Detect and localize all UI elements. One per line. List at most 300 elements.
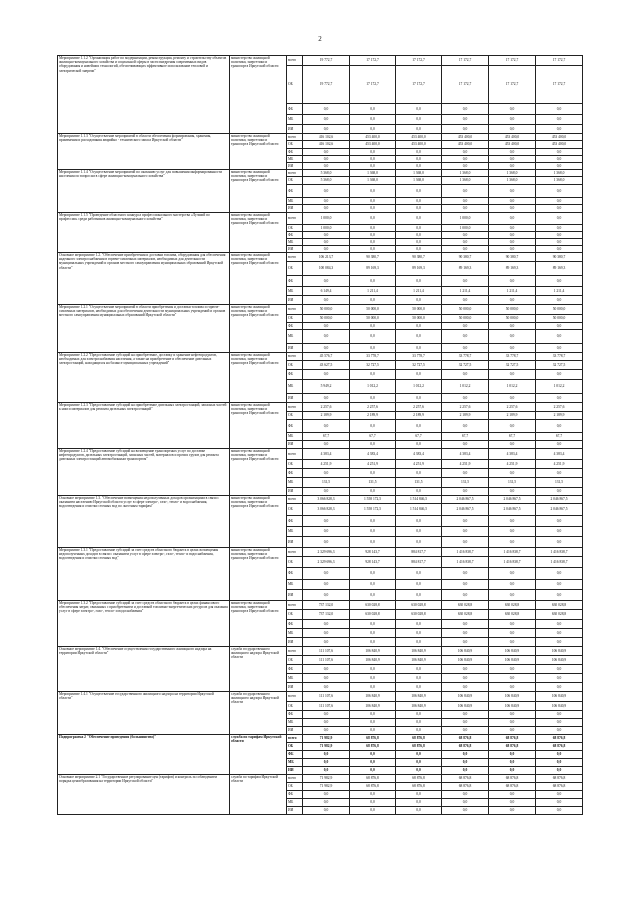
- amount-cell: 0,0: [303, 115, 350, 125]
- amount-cell: 2 046 867,5: [489, 496, 536, 504]
- measure-name: Мероприятие 1.3.1 "Предоставление субсидий за счет средств областного бюджета в целях возмещения недополученных доходов в связи с оказанием услуг в сфере электро-, газо-, тепло- и водоснабжения, водоотведения и очистки сточных вод": [58, 548, 230, 601]
- funding-source: ОБ: [287, 783, 303, 791]
- amount-cell: 0,0: [489, 149, 536, 156]
- amount-cell: 453 400,0: [350, 141, 396, 149]
- amount-cell: 0,0: [536, 441, 583, 449]
- amount-cell: 0,0: [303, 344, 350, 353]
- amount-cell: 111 107,6: [303, 647, 350, 656]
- amount-cell: 453 400,0: [442, 141, 489, 149]
- amount-cell: 0,0: [489, 767, 536, 775]
- executor-name: служба по тарифам Иркутской области: [230, 735, 287, 775]
- amount-cell: 0,0: [303, 537, 350, 548]
- amount-cell: 0,0: [442, 767, 489, 775]
- amount-cell: 737 132,0: [303, 601, 350, 610]
- amount-cell: 0,0: [489, 115, 536, 125]
- amount-cell: 0,0: [350, 296, 396, 305]
- amount-cell: 0,0: [489, 469, 536, 478]
- amount-cell: 131,5: [350, 478, 396, 488]
- funding-source: ФБ: [287, 104, 303, 115]
- amount-cell: 0,0: [536, 330, 583, 344]
- amount-cell: 0,0: [396, 232, 442, 239]
- funding-source: МБ: [287, 330, 303, 344]
- amount-cell: 453 400,0: [536, 134, 583, 141]
- amount-cell: 0,0: [489, 580, 536, 590]
- amount-cell: 1 012,2: [350, 380, 396, 394]
- amount-cell: 106 840,9: [536, 656, 583, 665]
- amount-cell: 106 840,9: [396, 656, 442, 665]
- amount-cell: 0,0: [489, 791, 536, 799]
- amount-cell: 0,0: [442, 488, 489, 496]
- amount-cell: 928 143,7: [350, 548, 396, 557]
- amount-cell: 0,0: [442, 751, 489, 759]
- amount-cell: 0,0: [442, 239, 489, 246]
- amount-cell: 0,0: [536, 527, 583, 537]
- amount-cell: 0,0: [303, 330, 350, 344]
- amount-cell: 1 368,0: [396, 177, 442, 185]
- executor-name: министерство жилищной политики, энергетики и транспорта Иркутской области: [230, 56, 287, 134]
- amount-cell: 1 416 838,7: [442, 557, 489, 568]
- measure-name: Мероприятие 1.1.3 "Осуществление мероприятий в области обеспечения формирования, хранения, применения и расходования аварийно - технического запаса Иркутской области": [58, 134, 230, 170]
- amount-cell: 1 012,2: [536, 380, 583, 394]
- amount-cell: 32 727,5: [350, 361, 396, 370]
- amount-cell: 0,0: [536, 370, 583, 380]
- amount-cell: 0,0: [396, 246, 442, 253]
- amount-cell: 0,0: [303, 711, 350, 719]
- funding-source: МБ: [287, 198, 303, 205]
- amount-cell: 0,0: [442, 232, 489, 239]
- amount-cell: 0,0: [489, 488, 536, 496]
- amount-cell: 0,0: [303, 580, 350, 590]
- amount-cell: 0,0: [396, 296, 442, 305]
- funding-source: ИИ: [287, 488, 303, 496]
- amount-cell: 0,0: [350, 488, 396, 496]
- amount-cell: 0,0: [536, 488, 583, 496]
- amount-cell: 0,0: [396, 791, 442, 799]
- amount-cell: 90 380,7: [396, 253, 442, 262]
- amount-cell: 2 189,9: [396, 412, 442, 420]
- amount-cell: 68 876,8: [489, 735, 536, 743]
- amount-cell: 1 368,0: [536, 177, 583, 185]
- executor-name: министерство жилищной политики, энергетики и транспорта Иркутской области: [230, 449, 287, 496]
- amount-cell: 4 383,4: [303, 449, 350, 460]
- amount-cell: 4 383,4: [536, 449, 583, 460]
- amount-cell: 3 066 828,3: [303, 504, 350, 516]
- amount-cell: 630 028,8: [442, 601, 489, 610]
- amount-cell: 0,0: [396, 767, 442, 775]
- funding-source: ИИ: [287, 163, 303, 170]
- funding-source: ИИ: [287, 727, 303, 735]
- amount-cell: 0,0: [303, 516, 350, 527]
- amount-cell: 4 383,4: [396, 449, 442, 460]
- funding-source: всего: [287, 170, 303, 177]
- amount-cell: 0,0: [303, 488, 350, 496]
- amount-cell: 1 514 846,5: [396, 504, 442, 516]
- amount-cell: 0,0: [303, 239, 350, 246]
- amount-cell: 0,0: [536, 246, 583, 253]
- amount-cell: 106 840,9: [442, 692, 489, 702]
- amount-cell: 0,0: [303, 590, 350, 601]
- amount-cell: 68 876,8: [350, 783, 396, 791]
- amount-cell: 0,0: [536, 185, 583, 198]
- funding-source: ОБ: [287, 315, 303, 323]
- amount-cell: 0,0: [489, 394, 536, 403]
- amount-cell: 0,0: [396, 185, 442, 198]
- amount-cell: 0,0: [350, 115, 396, 125]
- funding-source: ИИ: [287, 296, 303, 305]
- funding-source: ФБ: [287, 232, 303, 239]
- executor-name: министерство жилищной политики, энергетики и транспорта Иркутской области: [230, 170, 287, 213]
- funding-source: МБ: [287, 527, 303, 537]
- funding-source: всего: [287, 134, 303, 141]
- amount-cell: 0,0: [536, 807, 583, 815]
- amount-cell: 0,0: [489, 205, 536, 213]
- executor-name: министерство жилищной политики, энергетики и транспорта Иркутской области: [230, 403, 287, 449]
- amount-cell: 100 084,3: [303, 262, 350, 276]
- amount-cell: 0,0: [303, 323, 350, 330]
- amount-cell: 0,0: [442, 370, 489, 380]
- executor-name: министерство жилищной политики, энергетики и транспорта Иркутской области: [230, 134, 287, 170]
- amount-cell: 0,0: [442, 198, 489, 205]
- amount-cell: 0,0: [442, 125, 489, 134]
- amount-cell: 0,0: [442, 620, 489, 629]
- amount-cell: 0,0: [536, 225, 583, 232]
- amount-cell: 17 172,7: [536, 66, 583, 104]
- table-row: [58, 213, 583, 225]
- amount-cell: 0,0: [396, 344, 442, 353]
- amount-cell: 90 380,7: [350, 253, 396, 262]
- funding-source: ФБ: [287, 323, 303, 330]
- amount-cell: 2 046 867,5: [536, 496, 583, 504]
- funding-source: ОБ: [287, 656, 303, 665]
- amount-cell: 0,0: [536, 711, 583, 719]
- funding-source: всего: [287, 253, 303, 262]
- amount-cell: 0,0: [396, 330, 442, 344]
- amount-cell: 1 211,4: [396, 287, 442, 296]
- amount-cell: 0,0: [350, 323, 396, 330]
- amount-cell: 0,0: [396, 441, 442, 449]
- amount-cell: 131,5: [489, 478, 536, 488]
- amount-cell: 0,0: [303, 125, 350, 134]
- amount-cell: 0,0: [350, 711, 396, 719]
- amount-cell: 0,0: [303, 807, 350, 815]
- table-row: [58, 735, 583, 743]
- amount-cell: 0,0: [396, 104, 442, 115]
- amount-cell: 0,0: [396, 568, 442, 580]
- amount-cell: 19 772,7: [303, 66, 350, 104]
- amount-cell: 0,0: [442, 185, 489, 198]
- amount-cell: 0,0: [536, 469, 583, 478]
- amount-cell: 416 102,6: [303, 134, 350, 141]
- funding-source: ИИ: [287, 394, 303, 403]
- funding-source: всего: [287, 775, 303, 783]
- amount-cell: 1 000,0: [442, 225, 489, 232]
- amount-cell: 0,0: [350, 246, 396, 253]
- amount-cell: 0,0: [536, 751, 583, 759]
- amount-cell: 0,0: [536, 727, 583, 735]
- amount-cell: 2 257,6: [396, 403, 442, 412]
- funding-source: ОБ: [287, 743, 303, 751]
- amount-cell: 17 172,7: [350, 56, 396, 66]
- executor-name: министерство жилищной политики, энергетики и транспорта Иркутской области: [230, 601, 287, 647]
- funding-source: ОБ: [287, 141, 303, 149]
- executor-name: министерство жилищной политики, энергетики и транспорта Иркутской области: [230, 253, 287, 305]
- amount-cell: 0,0: [396, 420, 442, 433]
- amount-cell: 68 876,8: [489, 743, 536, 751]
- amount-cell: 0,0: [303, 469, 350, 478]
- amount-cell: 43 627,5: [303, 361, 350, 370]
- amount-cell: 71 982,9: [303, 783, 350, 791]
- amount-cell: 0,0: [442, 674, 489, 683]
- amount-cell: 50 000,0: [350, 305, 396, 315]
- amount-cell: 0,0: [442, 330, 489, 344]
- amount-cell: 0,0: [350, 568, 396, 580]
- amount-cell: 1 368,0: [442, 170, 489, 177]
- amount-cell: 68 876,8: [350, 743, 396, 751]
- amount-cell: 0,0: [350, 727, 396, 735]
- amount-cell: 0,0: [536, 629, 583, 638]
- amount-cell: 0,0: [396, 323, 442, 330]
- amount-cell: 1 368,0: [396, 170, 442, 177]
- amount-cell: 0,0: [536, 394, 583, 403]
- amount-cell: 106 840,9: [536, 647, 583, 656]
- amount-cell: 0,0: [442, 104, 489, 115]
- amount-cell: 0,0: [396, 683, 442, 692]
- amount-cell: 89 169,3: [350, 262, 396, 276]
- funding-source: ИИ: [287, 767, 303, 775]
- amount-cell: 0,0: [489, 590, 536, 601]
- amount-cell: 0,0: [442, 580, 489, 590]
- amount-cell: 0,0: [350, 791, 396, 799]
- amount-cell: 1 211,4: [489, 287, 536, 296]
- amount-cell: 4 383,4: [489, 449, 536, 460]
- executor-name: министерство жилищной политики, энергетики и транспорта Иркутской области: [230, 548, 287, 601]
- amount-cell: 0,0: [396, 620, 442, 629]
- amount-cell: 0,0: [536, 205, 583, 213]
- amount-cell: 2 257,6: [536, 403, 583, 412]
- amount-cell: 0,0: [442, 807, 489, 815]
- amount-cell: 90 380,7: [442, 253, 489, 262]
- amount-cell: 67,7: [489, 433, 536, 441]
- amount-cell: 0,0: [442, 323, 489, 330]
- funding-source: МБ: [287, 239, 303, 246]
- amount-cell: 68 876,8: [442, 783, 489, 791]
- amount-cell: 1 416 838,7: [536, 557, 583, 568]
- amount-cell: 111 107,6: [303, 692, 350, 702]
- amount-cell: 0,0: [536, 149, 583, 156]
- amount-cell: 2 189,9: [303, 412, 350, 420]
- amount-cell: 0,0: [350, 807, 396, 815]
- amount-cell: 0,0: [350, 276, 396, 287]
- amount-cell: 0,0: [489, 620, 536, 629]
- amount-cell: 0,0: [396, 674, 442, 683]
- amount-cell: 0,0: [489, 727, 536, 735]
- amount-cell: 0,0: [442, 246, 489, 253]
- amount-cell: 453 400,0: [536, 141, 583, 149]
- amount-cell: 630 028,8: [442, 610, 489, 620]
- funding-source: ФБ: [287, 568, 303, 580]
- amount-cell: 131,5: [536, 478, 583, 488]
- amount-cell: 0,0: [350, 751, 396, 759]
- amount-cell: 453 400,0: [396, 141, 442, 149]
- funding-source: МБ: [287, 478, 303, 488]
- funding-source: ОБ: [287, 610, 303, 620]
- funding-source: всего: [287, 449, 303, 460]
- amount-cell: 106 840,9: [350, 656, 396, 665]
- table-row: [58, 253, 583, 262]
- measure-name: Основное мероприятие 2.1 "Государственное регулирование цен (тарифов) и контроль за соблюдением порядка ценообразования на территории Иркутской области": [58, 775, 230, 815]
- funding-source: ФБ: [287, 185, 303, 198]
- funding-source: ИИ: [287, 638, 303, 647]
- amount-cell: 0,0: [303, 683, 350, 692]
- amount-cell: 0,0: [489, 807, 536, 815]
- amount-cell: 630 028,8: [350, 601, 396, 610]
- measure-name: Основное мероприятие 1.2. "Обеспечение приобретения и доставки топлива, оборудования для обеспечения надежного электроснабжения в горюче-смазочных материалов, необходимых для деятельности муниципальных учреждений и органов местного самоуправления муниципальных образований Иркутской области": [58, 253, 230, 305]
- amount-cell: 0,0: [303, 665, 350, 674]
- amount-cell: 1 211,4: [442, 287, 489, 296]
- amount-cell: 1 416 838,7: [489, 557, 536, 568]
- amount-cell: 1 012,2: [442, 380, 489, 394]
- amount-cell: 32 727,5: [396, 361, 442, 370]
- amount-cell: 0,0: [442, 665, 489, 674]
- amount-cell: 0,0: [350, 516, 396, 527]
- amount-cell: 33 778,7: [536, 353, 583, 361]
- amount-cell: 0,0: [350, 185, 396, 198]
- amount-cell: 50 000,0: [396, 305, 442, 315]
- amount-cell: 1 368,0: [350, 170, 396, 177]
- amount-cell: 0,0: [442, 568, 489, 580]
- amount-cell: 0,0: [396, 370, 442, 380]
- amount-cell: 0,0: [303, 727, 350, 735]
- amount-cell: 0,0: [442, 799, 489, 807]
- amount-cell: 2 189,9: [350, 412, 396, 420]
- measure-name: Мероприятие 1.1.2 "Организация работ по модернизации, реконструкции, ремонту и строительству объектов жилищно-коммунального хозяйства и социальной сферы в части внедрения современных видов оборудования и новейших технологий, обеспечивающих эффективное использование тепловой и электрической энергии": [58, 56, 230, 134]
- amount-cell: 68 876,8: [350, 775, 396, 783]
- amount-cell: 1 416 838,7: [536, 548, 583, 557]
- amount-cell: 50 000,0: [396, 315, 442, 323]
- amount-cell: 0,0: [442, 791, 489, 799]
- amount-cell: 0,0: [303, 394, 350, 403]
- funding-source: ФБ: [287, 149, 303, 156]
- amount-cell: 884 817,7: [396, 557, 442, 568]
- amount-cell: 0,0: [350, 683, 396, 692]
- amount-cell: 0,0: [303, 751, 350, 759]
- amount-cell: 0,0: [489, 568, 536, 580]
- amount-cell: 2 189,9: [442, 412, 489, 420]
- amount-cell: 68 876,8: [396, 775, 442, 783]
- funding-source: ОБ: [287, 225, 303, 232]
- amount-cell: 630 028,8: [536, 601, 583, 610]
- amount-cell: 0,0: [442, 420, 489, 433]
- amount-cell: 106 840,9: [442, 702, 489, 711]
- amount-cell: 68 876,8: [536, 743, 583, 751]
- amount-cell: 2 046 867,5: [442, 496, 489, 504]
- amount-cell: 0,0: [350, 198, 396, 205]
- funding-source: ИИ: [287, 205, 303, 213]
- funding-source: ОБ: [287, 177, 303, 185]
- amount-cell: 0,0: [350, 759, 396, 767]
- amount-cell: 0,0: [442, 276, 489, 287]
- amount-cell: 0,0: [350, 232, 396, 239]
- amount-cell: 106 840,9: [396, 702, 442, 711]
- amount-cell: 17 172,7: [442, 66, 489, 104]
- table-row: [58, 305, 583, 315]
- amount-cell: 0,0: [489, 323, 536, 330]
- amount-cell: 2 257,6: [303, 403, 350, 412]
- amount-cell: 71 982,9: [303, 775, 350, 783]
- amount-cell: 0,0: [396, 807, 442, 815]
- funding-source: ФБ: [287, 276, 303, 287]
- amount-cell: 0,0: [536, 590, 583, 601]
- amount-cell: 0,0: [350, 674, 396, 683]
- amount-cell: 5 368,0: [303, 170, 350, 177]
- amount-cell: 0,0: [396, 590, 442, 601]
- amount-cell: 106 840,9: [536, 702, 583, 711]
- amount-cell: 0,0: [489, 674, 536, 683]
- amount-cell: 0,0: [303, 156, 350, 163]
- amount-cell: 0,0: [536, 719, 583, 727]
- executor-name: министерство жилищной политики, энергетики и транспорта Иркутской области: [230, 496, 287, 548]
- funding-source: всего: [287, 56, 303, 66]
- amount-cell: 0,0: [442, 149, 489, 156]
- amount-cell: 17 172,7: [489, 66, 536, 104]
- amount-cell: 71 982,9: [303, 735, 350, 743]
- amount-cell: 68 876,8: [442, 743, 489, 751]
- amount-cell: 0,0: [350, 125, 396, 134]
- amount-cell: 453 400,0: [489, 134, 536, 141]
- amount-cell: 0,0: [303, 568, 350, 580]
- amount-cell: 0,0: [442, 711, 489, 719]
- table-row: [58, 449, 583, 460]
- amount-cell: 0,0: [536, 620, 583, 629]
- amount-cell: 4 383,4: [350, 449, 396, 460]
- amount-cell: 67,7: [396, 433, 442, 441]
- amount-cell: 67,7: [303, 433, 350, 441]
- amount-cell: 0,0: [536, 156, 583, 163]
- amount-cell: 0,0: [489, 527, 536, 537]
- amount-cell: 0,0: [442, 516, 489, 527]
- amount-cell: 0,0: [396, 239, 442, 246]
- measure-name: Мероприятие 1.3.2 "Предоставление субсидий за счет средств областного бюджета в целях финансового обеспечения затрат, связанных с приобретением и доставкой топливно-энергетических ресурсов для оказания услуг в сфере электро-, газо-, тепло- и водоснабжения": [58, 601, 230, 647]
- funding-source: ОБ: [287, 557, 303, 568]
- measure-name: Подпрограмма 2 "Обеспечение проведения (большинство)": [58, 735, 230, 775]
- amount-cell: 0,0: [303, 296, 350, 305]
- amount-cell: 0,0: [489, 441, 536, 449]
- amount-cell: 68 876,8: [442, 775, 489, 783]
- amount-cell: 0,0: [396, 213, 442, 225]
- amount-cell: 0,0: [350, 344, 396, 353]
- amount-cell: 0,0: [396, 516, 442, 527]
- amount-cell: 0,0: [350, 156, 396, 163]
- amount-cell: 111 107,6: [303, 702, 350, 711]
- amount-cell: 0,0: [396, 537, 442, 548]
- funding-source: всего: [287, 305, 303, 315]
- amount-cell: 0,0: [489, 225, 536, 232]
- amount-cell: 68 876,8: [396, 743, 442, 751]
- amount-cell: 0,0: [489, 665, 536, 674]
- table-row: [58, 601, 583, 610]
- amount-cell: 32 727,5: [536, 361, 583, 370]
- amount-cell: 0,0: [536, 683, 583, 692]
- amount-cell: 106 840,9: [442, 656, 489, 665]
- amount-cell: 0,0: [303, 246, 350, 253]
- amount-cell: 0,0: [489, 759, 536, 767]
- amount-cell: 1 012,2: [396, 380, 442, 394]
- amount-cell: 0,0: [536, 674, 583, 683]
- amount-cell: 0,0: [303, 638, 350, 647]
- amount-cell: 0,0: [442, 296, 489, 305]
- amount-cell: 0,0: [536, 580, 583, 590]
- amount-cell: 0,0: [489, 683, 536, 692]
